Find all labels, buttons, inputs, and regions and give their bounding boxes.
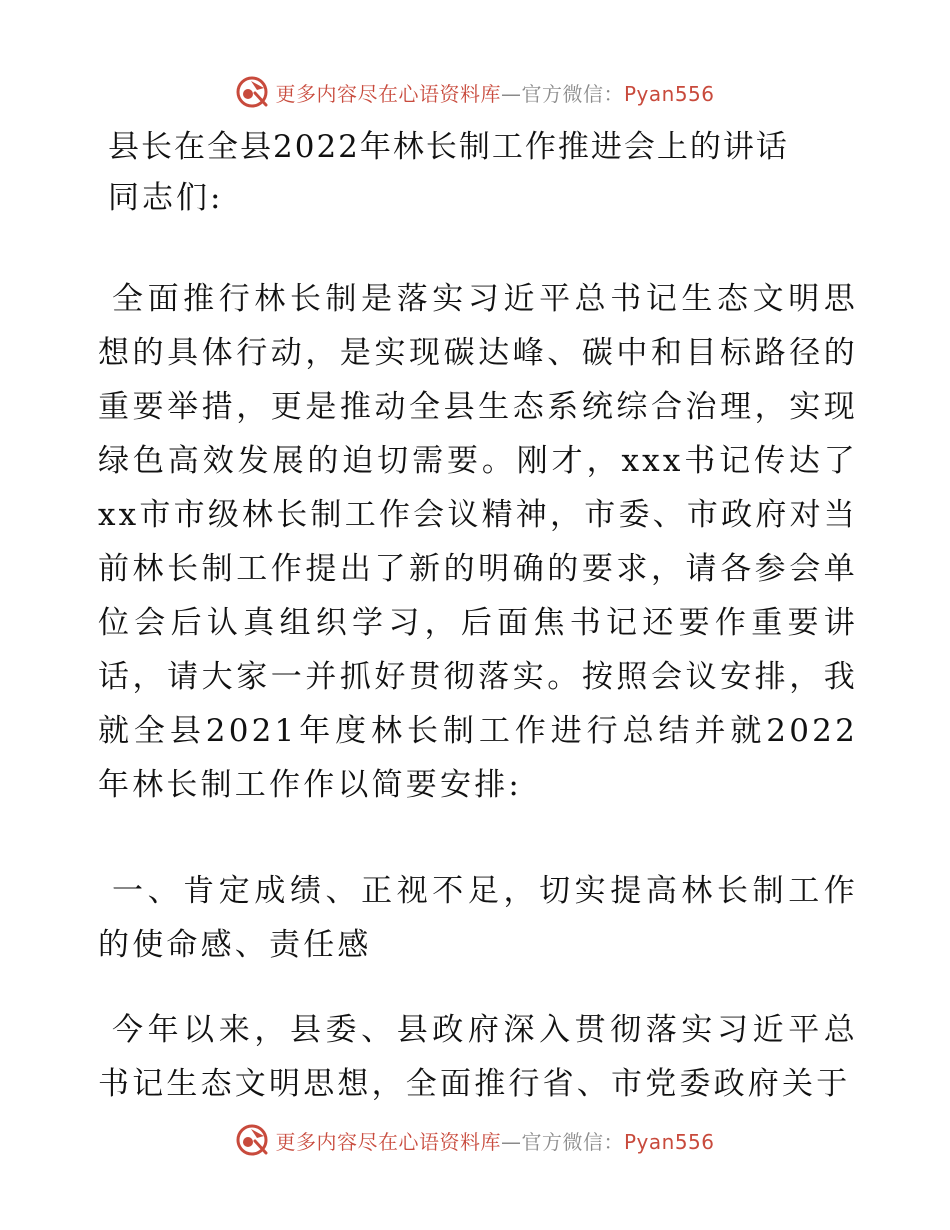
- watermark-sub: 官方微信：: [521, 1129, 624, 1154]
- watermark-main: 更多内容尽在心语资料库: [275, 1129, 501, 1154]
- salutation: 同志们:: [108, 180, 224, 216]
- watermark-logo-icon: [235, 1123, 269, 1157]
- document-title: 县长在全县2022年林长制工作推进会上的讲话: [108, 129, 789, 165]
- paragraph-intro: 全面推行林长制是落实习近平总书记生态文明思想的具体行动，是实现碳达峰、碳中和目标路径的重要举措，更是推动全县生态系统综合治理，实现绿色高效发展的迫切需要。刚才，xxx书记传达了xx市市级林长制工作会议精神，市委、市政府对当前林长制工作提出了新的明确的要求，请各参会单位会后认真组织学习，后面焦书记还要作重要讲话，请大家一并抓好贯彻落实。按照会议安排，我就全县2021年度林长制工作进行总结并就2022年林长制工作作以简要安排:: [98, 281, 858, 803]
- watermark-sep: —: [500, 81, 522, 106]
- paragraph-section-1: 今年以来，县委、县政府深入贯彻落实习近平总书记生态文明思想，全面推行省、市党委政府关于: [98, 1012, 858, 1102]
- watermark-footer: [0, 1120, 950, 1160]
- section-heading-1: 一、肯定成绩、正视不足，切实提高林长制工作的使命感、责任感: [98, 873, 858, 963]
- watermark-text: [275, 78, 714, 107]
- watermark-sep: —: [500, 1129, 522, 1154]
- watermark-sub: 官方微信：: [521, 81, 624, 106]
- watermark-id: Pyan556: [623, 81, 715, 106]
- watermark-main: 更多内容尽在心语资料库: [275, 81, 501, 106]
- watermark-logo-icon: [235, 75, 269, 109]
- watermark-text: [275, 1126, 714, 1155]
- watermark-id: Pyan556: [623, 1129, 715, 1154]
- watermark-header: [0, 72, 950, 112]
